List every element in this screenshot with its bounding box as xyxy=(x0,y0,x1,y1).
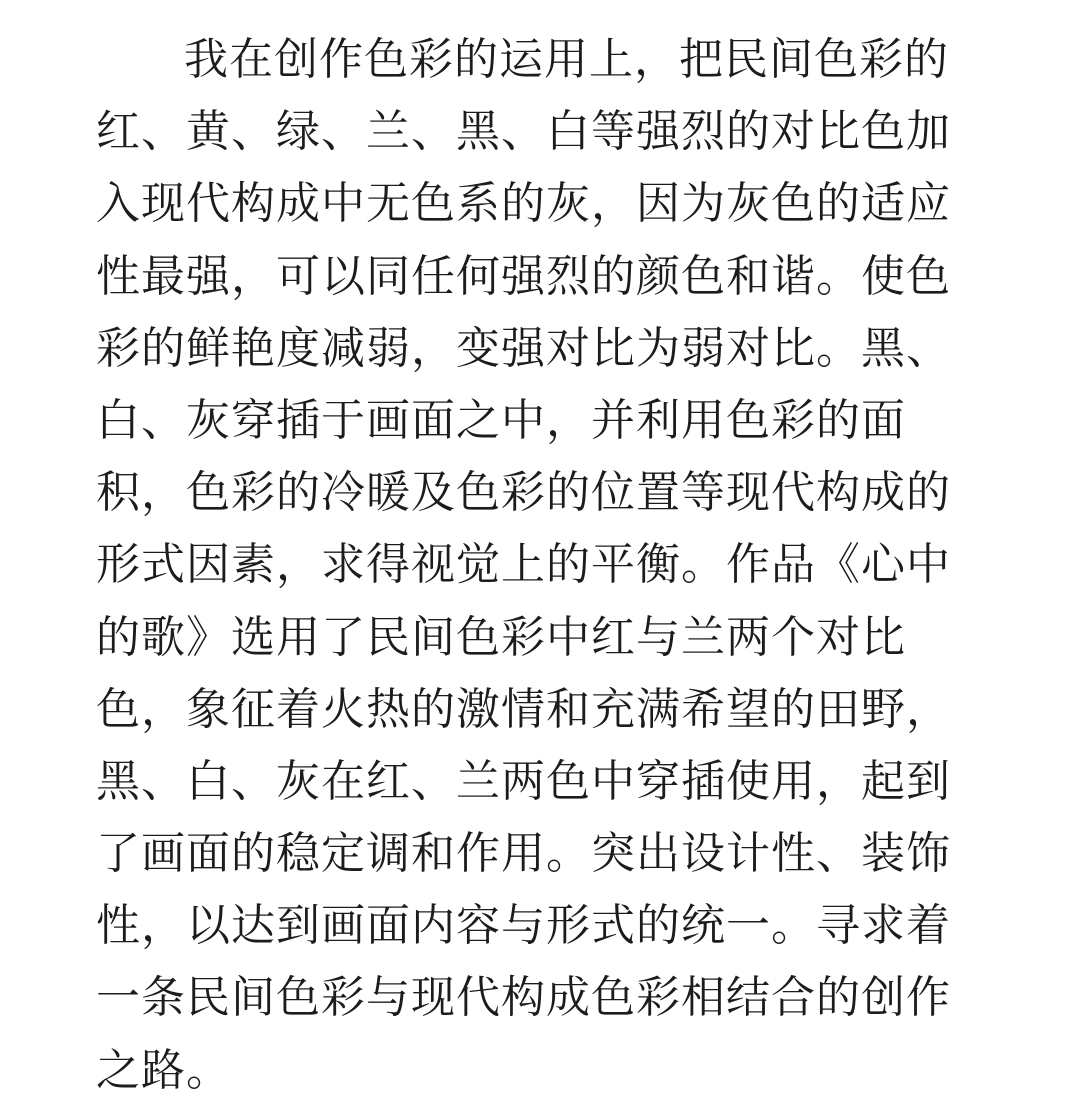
text-line-11: 黑、白、灰在红、兰两色中穿插使用，起到 xyxy=(96,755,951,807)
text-line-15: 之路。 xyxy=(96,1044,231,1096)
text-line-7: 积，色彩的冷暖及色彩的位置等现代构成的 xyxy=(96,467,951,519)
text-line-13: 性，以达到画面内容与形式的统一。寻求着 xyxy=(96,900,951,952)
text-line-2: 红、黄、绿、兰、黑、白等强烈的对比色加 xyxy=(96,106,951,158)
text-line-10: 色，象征着火热的激情和充满希望的田野， xyxy=(96,683,951,735)
text-line-9: 的歌》选用了民间色彩中红与兰两个对比 xyxy=(96,611,906,663)
text-line-5: 彩的鲜艳度减弱，变强对比为弱对比。黑、 xyxy=(96,322,951,374)
text-line-3: 入现代构成中无色系的灰，因为灰色的适应 xyxy=(96,178,951,230)
text-line-12: 了画面的稳定调和作用。突出设计性、装饰 xyxy=(96,828,951,880)
text-line-8: 形式因素，求得视觉上的平衡。作品《心中 xyxy=(96,539,951,591)
text-line-6: 白、灰穿插于画面之中，并利用色彩的面 xyxy=(96,394,906,446)
text-line-1: 我在创作色彩的运用上，把民间色彩的 xyxy=(184,34,949,85)
article-paragraph xyxy=(96,24,986,1107)
text-line-14: 一条民间色彩与现代构成色彩相结合的创作 xyxy=(96,972,951,1024)
text-line-4: 性最强，可以同任何强烈的颜色和谐。使色 xyxy=(96,250,951,302)
